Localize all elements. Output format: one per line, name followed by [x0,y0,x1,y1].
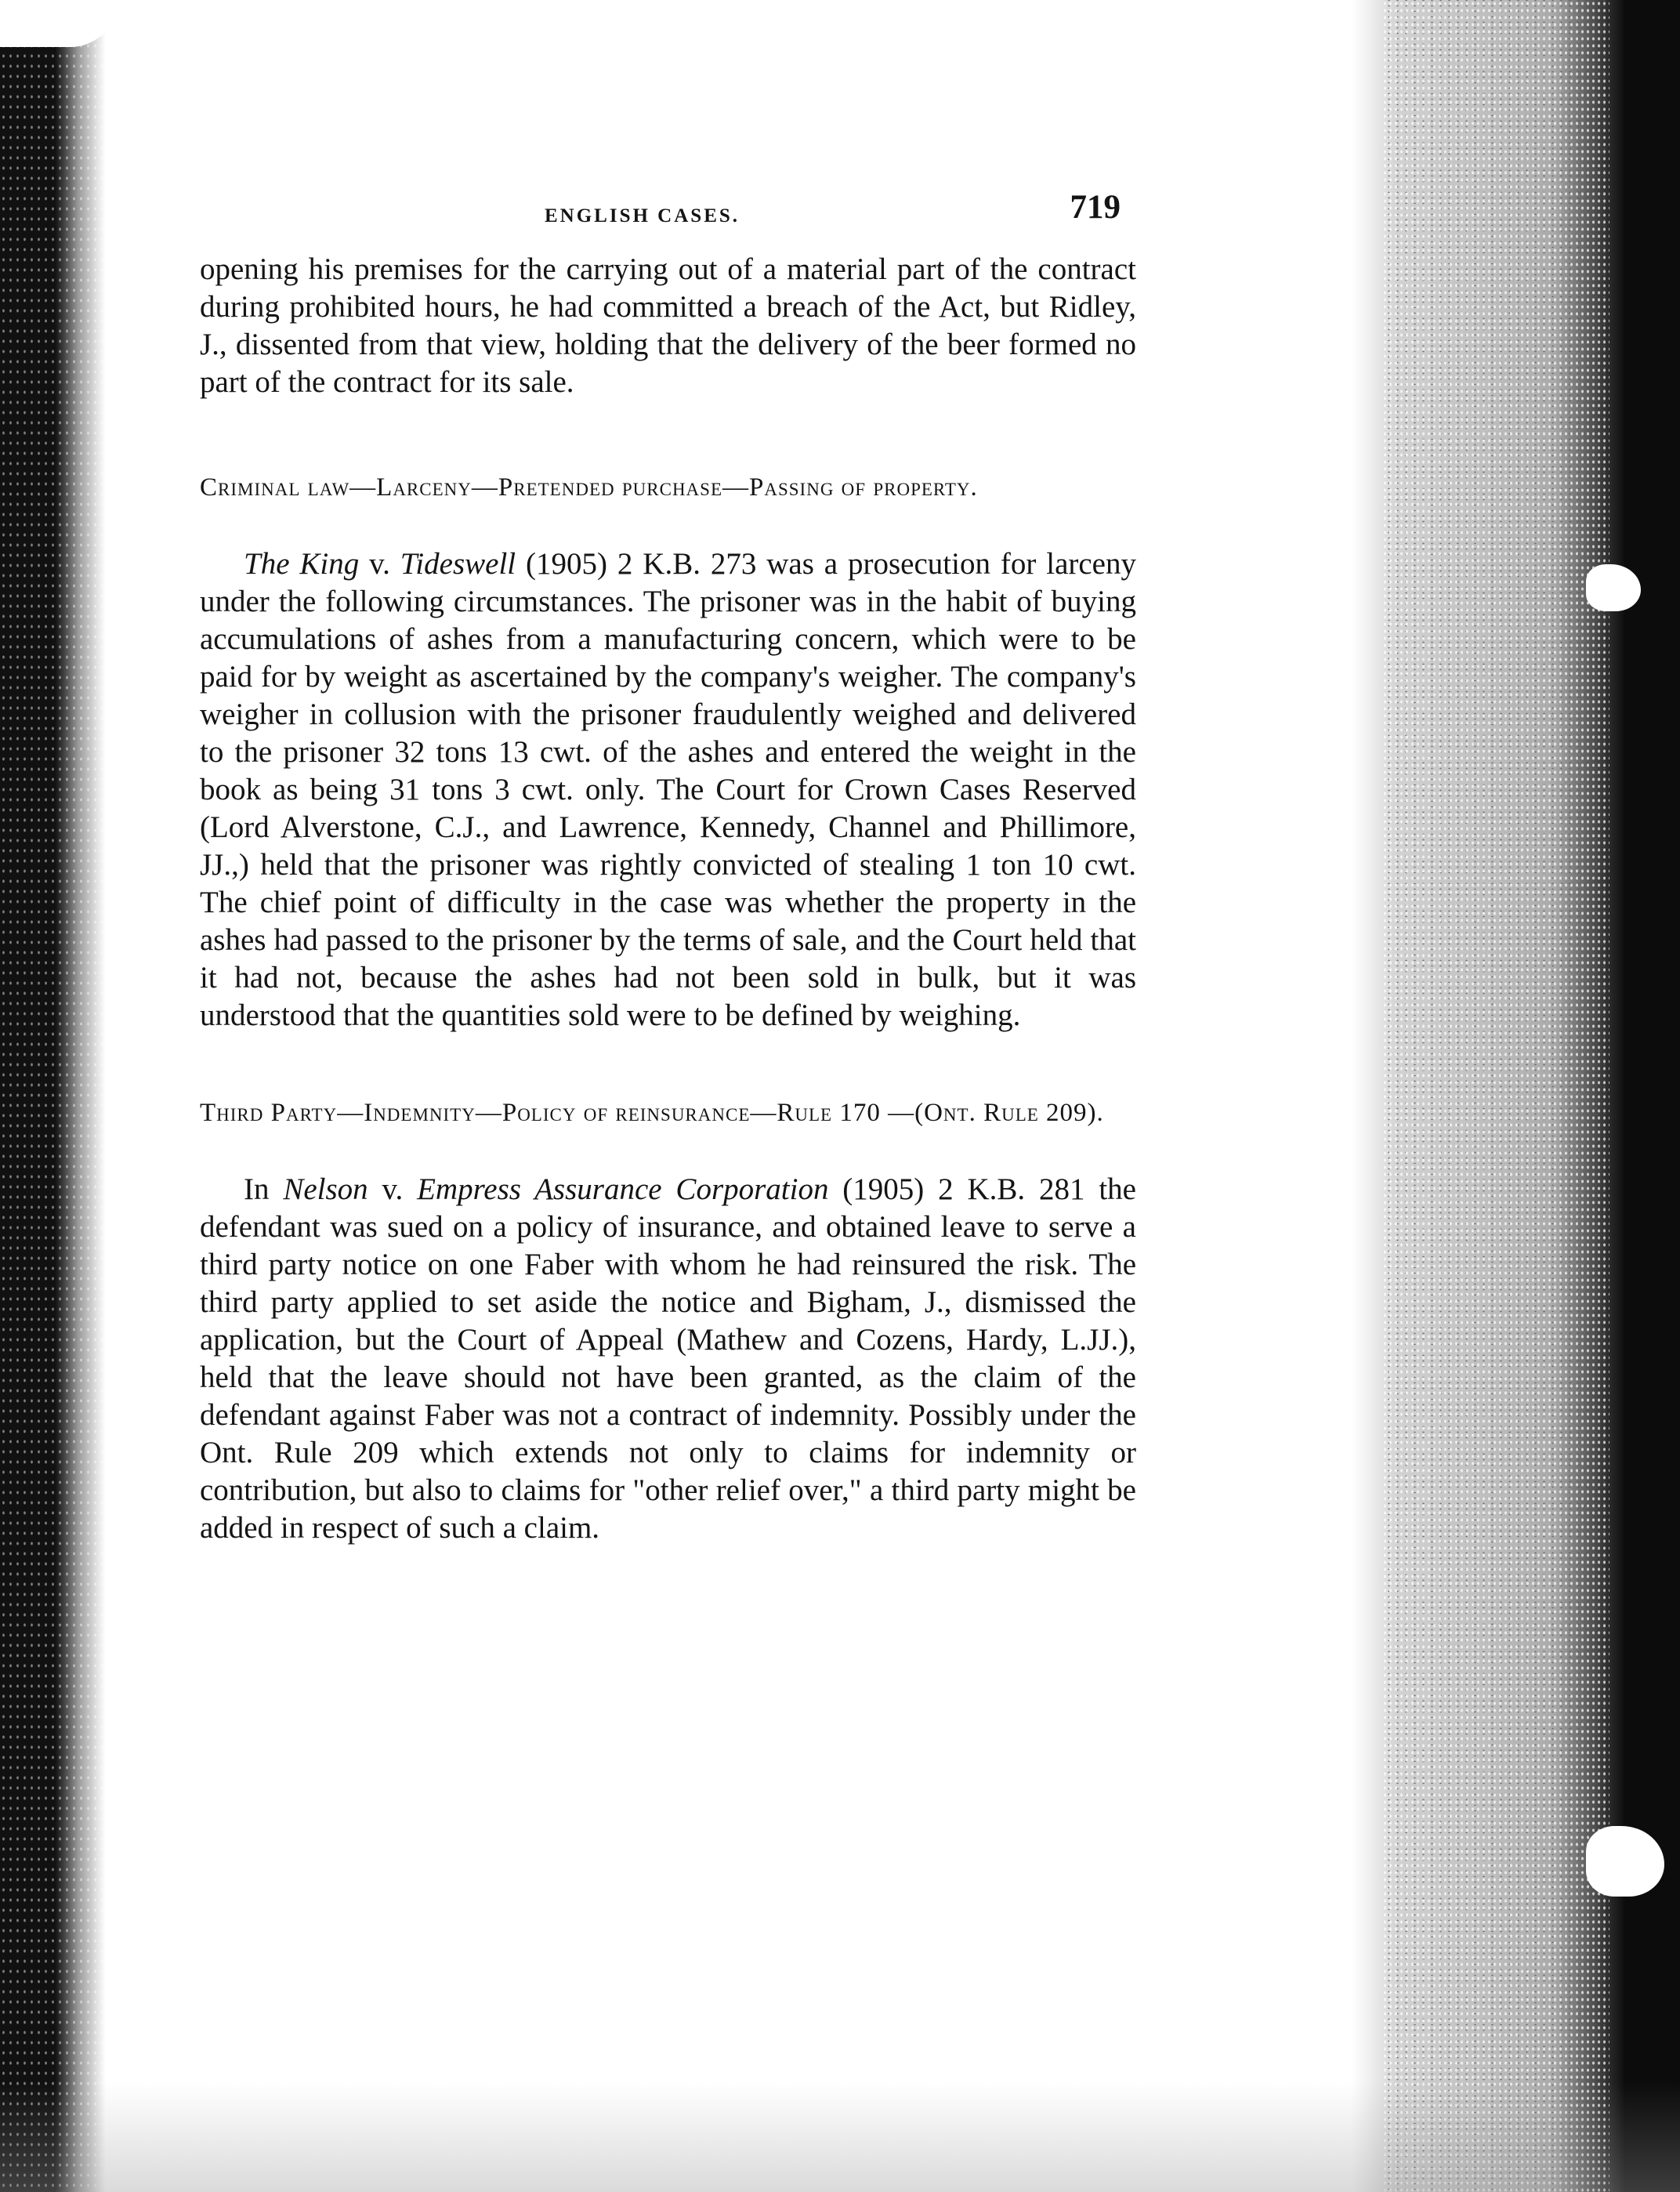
book-page [200,188,1136,1547]
scan-left-border [0,0,106,2192]
case-paragraph-nelson-v-empress [200,1171,1136,1547]
scan-halftone [1382,0,1609,2192]
case-body: (1905) 2 K.B. 281 the defendant was sued on a policy of insurance, and obtained leave to serve a third party notice on one Faber with whom he had reinsured the risk. The third party applied to set aside the notice and Bigham, J., dismissed the application, but the Court of Appeal (Mathew and Cozens, Hardy, L.JJ.), held that the leave should not have been granted, as the claim of the defendant against Faber was not a contract of indemnity. Possibly under the Ont. Rule 209 which extends not only to claims for indemnity or contribution, but also to claims for "other relief over," a third party might be added in respect of such a claim. [200,1172,1136,1545]
case-intro: In [244,1172,284,1206]
section-heading-third-party: Third Party—Indemnity—Policy of reinsurance—Rule 170 —(Ont. Rule 209). [200,1099,1104,1127]
scan-bottom-shadow [0,2082,1680,2192]
case-party: Tideswell [400,547,516,581]
case-versus: v. [359,547,400,581]
scan-speckle [0,0,106,2192]
case-party: Nelson [283,1172,368,1206]
running-head [200,188,1136,251]
case-body: (1905) 2 K.B. 273 was a prosecution for larceny under the following circumstances. The prisoner was in the habit of buying accumulations of ashes from a manufacturing concern, which were to be paid for by weight as ascertained by the company's weigher. The company's weigher in collusion with the prisoner fraudulently weighed and delivered to the prisoner 32 tons 13 cwt. of the ashes and entered the weight in the book as being 31 tons 3 cwt. only. The Court for Crown Cases Reserved (Lord Alverstone, C.J., and Lawrence, Kennedy, Channel and Phillimore, JJ.,) held that the prisoner was rightly convicted of stealing 1 ton 10 cwt. The chief point of difficulty in the case was whether the property in the ashes had passed to the prisoner by the terms of sale, and the Court held that it had not, because the ashes had not been sold in bulk, but it was understood that the quantities sold were to be defined by weighing. [200,547,1136,1032]
case-versus: v. [368,1172,418,1206]
case-party: Empress Assurance Corporation [417,1172,829,1206]
continuation-paragraph: opening his premises for the carrying out of a material part of the contract during prohibited hours, he had committed a breach of the Act, but Ridley, J., dissented from that view, holding that the delivery of the beer formed no part of the contract for its sale. [200,252,1136,399]
scan-tear-mark [1586,1826,1664,1897]
section-heading-criminal-law: Criminal law—Larceny—Pretended purchase—Passing of property. [200,473,978,502]
page-number: 719 [1070,189,1121,226]
running-title: ENGLISH CASES. [545,205,740,226]
scan-tear-mark [1586,564,1641,611]
scan-right-border [1351,0,1680,2192]
case-party: The King [244,547,360,581]
case-paragraph-king-v-tideswell [200,545,1136,1034]
